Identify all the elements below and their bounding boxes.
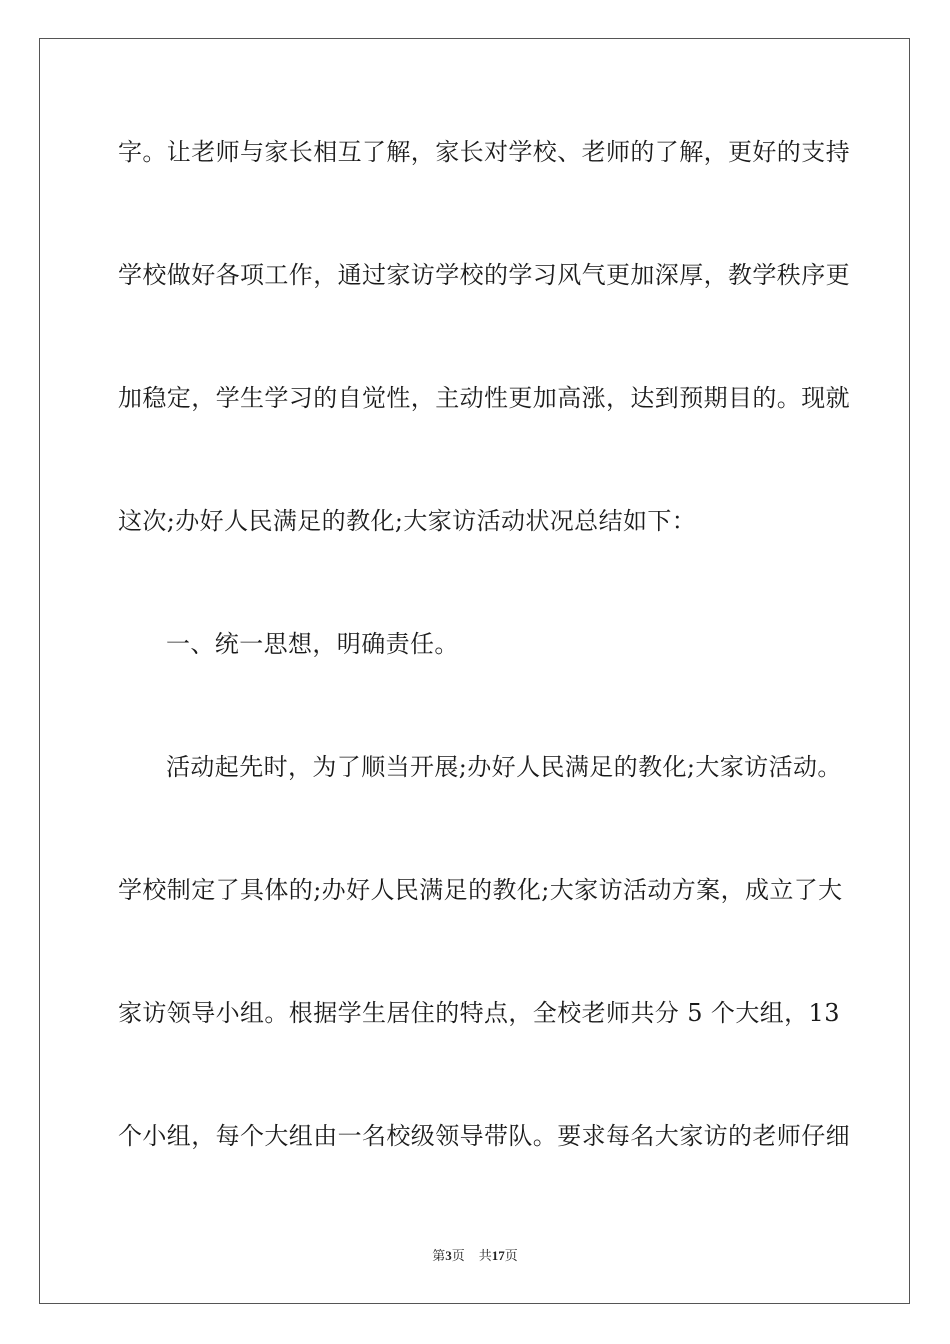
body-line-8: 家访领导小组。根据学生居住的特点，全校老师共分 5 个大组，13	[118, 999, 840, 1027]
body-line-1: 字。让老师与家长相互了解，家长对学校、老师的了解，更好的支持	[118, 138, 850, 166]
section-heading: 一、统一思想，明确责任。	[166, 630, 459, 658]
body-line-4: 这次;办好人民满足的教化;大家访活动状况总结如下：	[118, 507, 697, 535]
footer-page-number: 3	[445, 1248, 452, 1263]
footer-page-suffix: 页	[451, 1248, 465, 1263]
footer-page-prefix: 第	[432, 1248, 446, 1263]
body-line-3: 加稳定，学生学习的自觉性，主动性更加高涨，达到预期目的。现就	[118, 384, 850, 412]
body-line-2: 学校做好各项工作，通过家访学校的学习风气更加深厚，教学秩序更	[118, 261, 850, 289]
page-border	[39, 38, 910, 1304]
footer-total-suffix: 页	[504, 1248, 518, 1263]
footer-total-pages: 17	[491, 1248, 505, 1263]
footer-total-prefix: 共	[478, 1248, 492, 1263]
body-line-9: 个小组，每个大组由一名校级领导带队。要求每名大家访的老师仔细	[118, 1122, 850, 1150]
body-line-6: 活动起先时，为了顺当开展;办好人民满足的教化;大家访活动。	[166, 753, 842, 781]
body-line-7: 学校制定了具体的;办好人民满足的教化;大家访活动方案，成立了大	[118, 876, 843, 904]
page-footer	[0, 1248, 950, 1264]
